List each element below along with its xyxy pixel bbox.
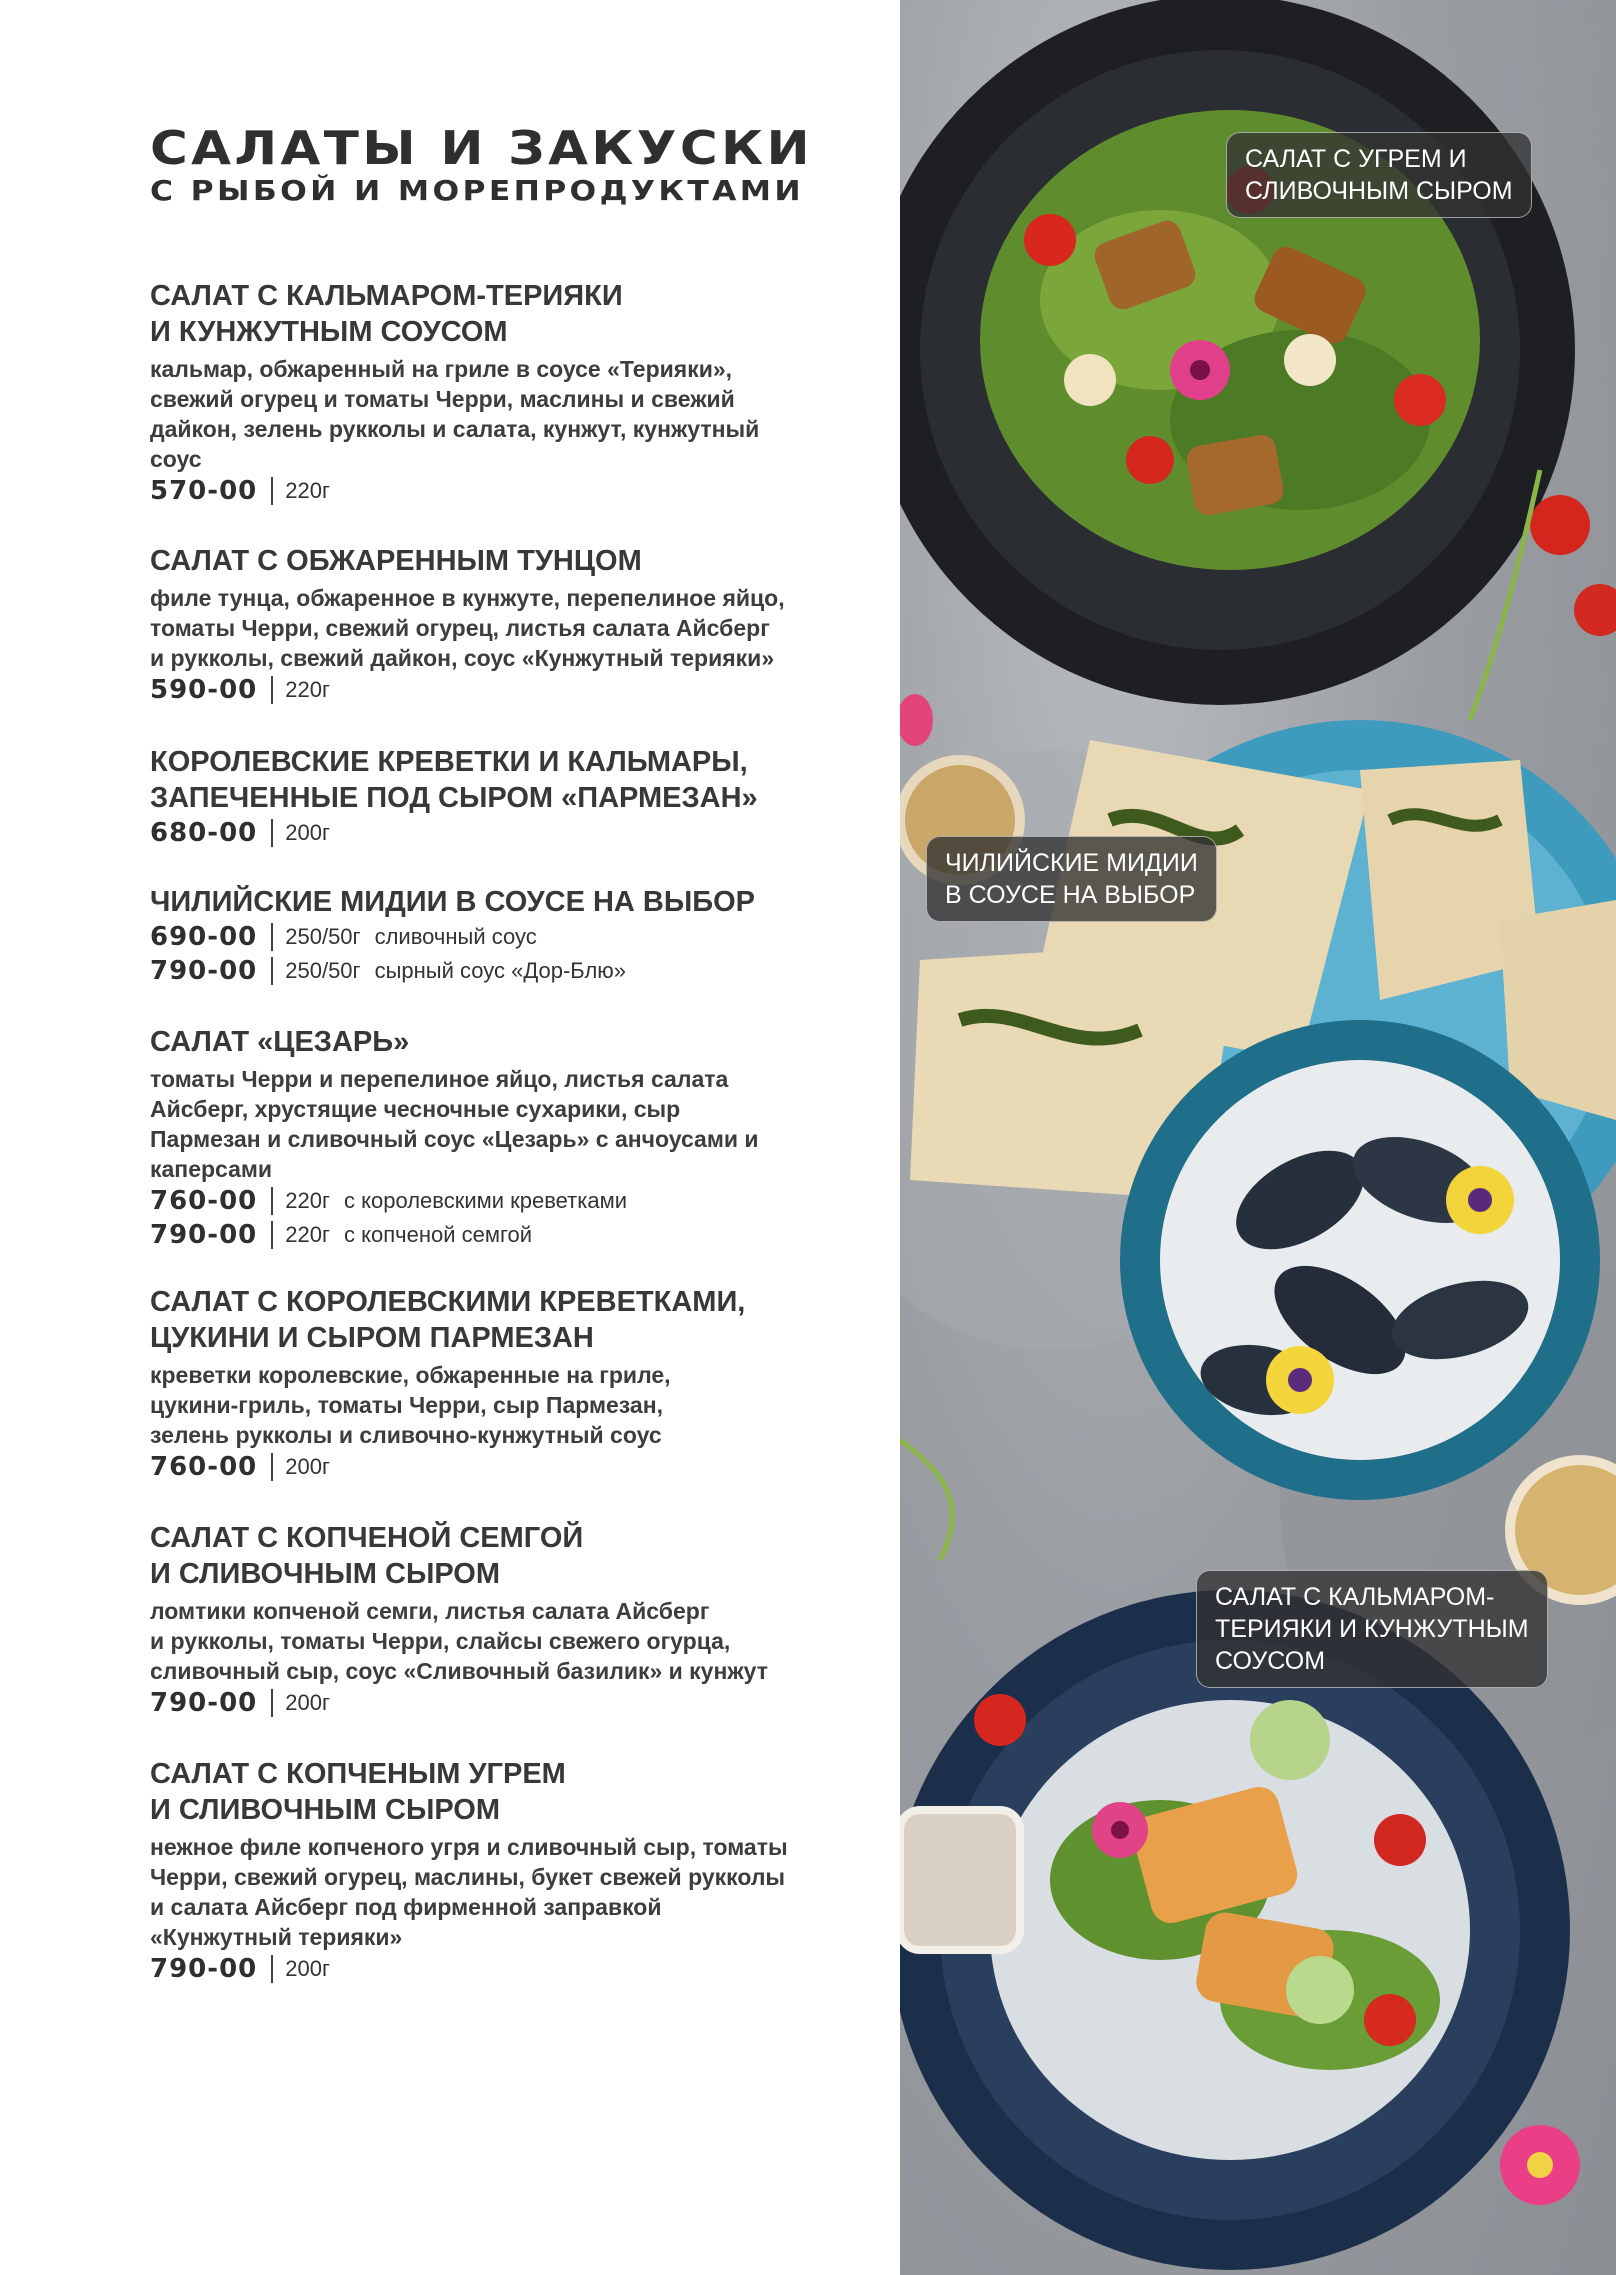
- price-separator: [271, 1689, 273, 1717]
- item-desc-line: дайкон, зелень рукколы и салата, кунжут, кунжутный: [150, 416, 760, 442]
- item-description: [150, 1064, 850, 1184]
- item-desc-line: томаты Черри и перепелиное яйцо, листья салата: [150, 1066, 729, 1092]
- price-row: [150, 673, 850, 707]
- item-desc-line: и рукколы, томаты Черри, слайсы свежего огурца,: [150, 1628, 731, 1654]
- item-description: [150, 1596, 850, 1686]
- photo-label-mussels: [926, 836, 1217, 922]
- item-desc-line: ломтики копченой семги, листья салата Айсберг: [150, 1598, 710, 1624]
- price-separator: [271, 1453, 273, 1481]
- food-photo: [900, 0, 1616, 2275]
- photo-label-eel: [1226, 132, 1532, 218]
- item-price: 790-00: [150, 956, 258, 986]
- item-title: [150, 1520, 850, 1592]
- item-title-line: ЦУКИНИ И СЫРОМ ПАРМЕЗАН: [150, 1322, 594, 1354]
- item-note: с королевскими креветками: [343, 1188, 628, 1213]
- price-separator: [271, 477, 273, 505]
- menu-header: [150, 121, 813, 208]
- item-note: сливочный соус: [374, 924, 537, 949]
- item-price: 790-00: [150, 1220, 258, 1250]
- item-price: 570-00: [150, 476, 258, 506]
- item-desc-line: соус: [150, 446, 202, 472]
- item-desc-line: цукини-гриль, томаты Черри, сыр Пармезан,: [150, 1392, 663, 1418]
- menu-item: [150, 884, 850, 988]
- item-price: 680-00: [150, 818, 258, 848]
- item-title-line: САЛАТ С КАЛЬМАРОМ-ТЕРИЯКИ: [150, 280, 623, 312]
- price-row: [150, 1184, 850, 1218]
- photo-label-line: САЛАТ С УГРЕМ И: [1245, 145, 1467, 173]
- item-desc-line: филе тунца, обжаренное в кунжуте, перепелиное яйцо,: [150, 585, 785, 611]
- menu-item: [150, 744, 850, 850]
- item-weight: 220г: [285, 478, 330, 503]
- item-price: 790-00: [150, 1954, 258, 1984]
- menu-item: [150, 1520, 850, 1720]
- item-title: [150, 543, 850, 579]
- item-desc-line: и салата Айсберг под фирменной заправкой: [150, 1894, 662, 1920]
- item-title: [150, 744, 850, 816]
- section-subtitle: С РЫБОЙ И МОРЕПРОДУКТАМИ: [150, 174, 804, 207]
- photo-label-line: САЛАТ С КАЛЬМАРОМ-: [1215, 1583, 1495, 1611]
- item-desc-line: каперсами: [150, 1156, 273, 1182]
- item-desc-line: кальмар, обжаренный на гриле в соусе «Терияки»,: [150, 356, 733, 382]
- photo-label-line: В СОУСЕ НА ВЫБОР: [945, 881, 1196, 909]
- photo-label-squid: [1196, 1570, 1548, 1688]
- item-title-line: КОРОЛЕВСКИЕ КРЕВЕТКИ И КАЛЬМАРЫ,: [150, 746, 748, 778]
- item-price: 760-00: [150, 1452, 258, 1482]
- item-weight: 200г: [285, 1956, 330, 1981]
- menu-item: [150, 278, 850, 508]
- item-note: сырный соус «Дор-Блю»: [374, 958, 627, 983]
- price-row: [150, 1450, 850, 1484]
- item-weight: 250/50г: [285, 958, 361, 983]
- mussels-bowl: [1120, 1020, 1600, 1500]
- menu-item: [150, 1024, 850, 1252]
- item-title: [150, 884, 850, 920]
- food-photo-illustration: [900, 0, 1616, 2275]
- item-desc-line: и рукколы, свежий дайкон, соус «Кунжутный терияки»: [150, 645, 775, 671]
- price-separator: [271, 1955, 273, 1983]
- item-desc-line: Пармезан и сливочный соус «Цезарь» с анчоусами и: [150, 1126, 759, 1152]
- item-title: [150, 1284, 850, 1356]
- item-weight: 220г: [285, 677, 330, 702]
- item-price: 590-00: [150, 675, 258, 705]
- photo-label-line: ЧИЛИЙСКИЕ МИДИИ: [945, 849, 1198, 877]
- item-title-line: САЛАТ С КОПЧЕНЫМ УГРЕМ: [150, 1758, 566, 1790]
- item-weight: 200г: [285, 1454, 330, 1479]
- item-title-line: ЧИЛИЙСКИЕ МИДИИ В СОУСЕ НА ВЫБОР: [150, 886, 756, 918]
- item-price: 760-00: [150, 1186, 258, 1216]
- item-desc-line: креветки королевские, обжаренные на гриле,: [150, 1362, 671, 1388]
- item-title-line: И КУНЖУТНЫМ СОУСОМ: [150, 316, 508, 348]
- price-separator: [271, 923, 273, 951]
- item-description: [150, 1832, 850, 1952]
- item-description: [150, 1360, 850, 1450]
- item-title-line: И СЛИВОЧНЫМ СЫРОМ: [150, 1558, 501, 1590]
- menu-item: [150, 1756, 850, 1986]
- item-price: 690-00: [150, 922, 258, 952]
- photo-label-line: СОУСОМ: [1215, 1647, 1326, 1675]
- item-title-line: САЛАТ «ЦЕЗАРЬ»: [150, 1026, 410, 1058]
- item-desc-line: Айсберг, хрустящие чесночные сухарики, сыр: [150, 1096, 681, 1122]
- price-row: [150, 816, 850, 850]
- item-description: [150, 354, 850, 474]
- item-title-line: САЛАТ С КОПЧЕНОЙ СЕМГОЙ: [150, 1522, 584, 1554]
- item-desc-line: нежное филе копченого угря и сливочный сыр, томаты: [150, 1834, 788, 1860]
- item-weight: 220г: [285, 1222, 330, 1247]
- item-weight: 200г: [285, 820, 330, 845]
- item-title: [150, 1756, 850, 1828]
- eel-salad-plate: [900, 0, 1575, 705]
- item-weight: 220г: [285, 1188, 330, 1213]
- item-desc-line: зелень рукколы и сливочно-кунжутный соус: [150, 1422, 662, 1448]
- photo-label-line: ТЕРИЯКИ И КУНЖУТНЫМ: [1215, 1615, 1529, 1643]
- price-separator: [271, 819, 273, 847]
- item-description: [150, 583, 850, 673]
- item-desc-line: Черри, свежий огурец, маслины, букет свежей рукколы: [150, 1864, 786, 1890]
- item-desc-line: свежий огурец и томаты Черри, маслины и свежий: [150, 386, 735, 412]
- item-desc-line: томаты Черри, свежий огурец, листья салата Айсберг: [150, 615, 770, 641]
- item-title: [150, 1024, 850, 1060]
- item-desc-line: «Кунжутный терияки»: [150, 1924, 403, 1950]
- price-row: [150, 1218, 850, 1252]
- price-separator: [271, 676, 273, 704]
- price-row: [150, 920, 850, 954]
- item-price: 790-00: [150, 1688, 258, 1718]
- item-title-line: ЗАПЕЧЕННЫЕ ПОД СЫРОМ «ПАРМЕЗАН»: [150, 782, 758, 814]
- price-row: [150, 1686, 850, 1720]
- item-desc-line: сливочный сыр, соус «Сливочный базилик» и кунжут: [150, 1658, 769, 1684]
- photo-label-line: СЛИВОЧНЫМ СЫРОМ: [1245, 177, 1513, 205]
- menu-item: [150, 543, 850, 707]
- item-note: с копченой семгой: [343, 1222, 533, 1247]
- section-title: САЛАТЫ И ЗАКУСКИ: [150, 121, 813, 175]
- item-title-line: САЛАТ С ОБЖАРЕННЫМ ТУНЦОМ: [150, 545, 642, 577]
- price-row: [150, 474, 850, 508]
- menu-item: [150, 1284, 850, 1484]
- item-title-line: И СЛИВОЧНЫМ СЫРОМ: [150, 1794, 501, 1826]
- item-title-line: САЛАТ С КОРОЛЕВСКИМИ КРЕВЕТКАМИ,: [150, 1286, 746, 1318]
- item-weight: 250/50г: [285, 924, 361, 949]
- price-separator: [271, 1221, 273, 1249]
- price-row: [150, 1952, 850, 1986]
- price-row: [150, 954, 850, 988]
- price-separator: [271, 1187, 273, 1215]
- price-separator: [271, 957, 273, 985]
- item-weight: 200г: [285, 1690, 330, 1715]
- item-title: [150, 278, 850, 350]
